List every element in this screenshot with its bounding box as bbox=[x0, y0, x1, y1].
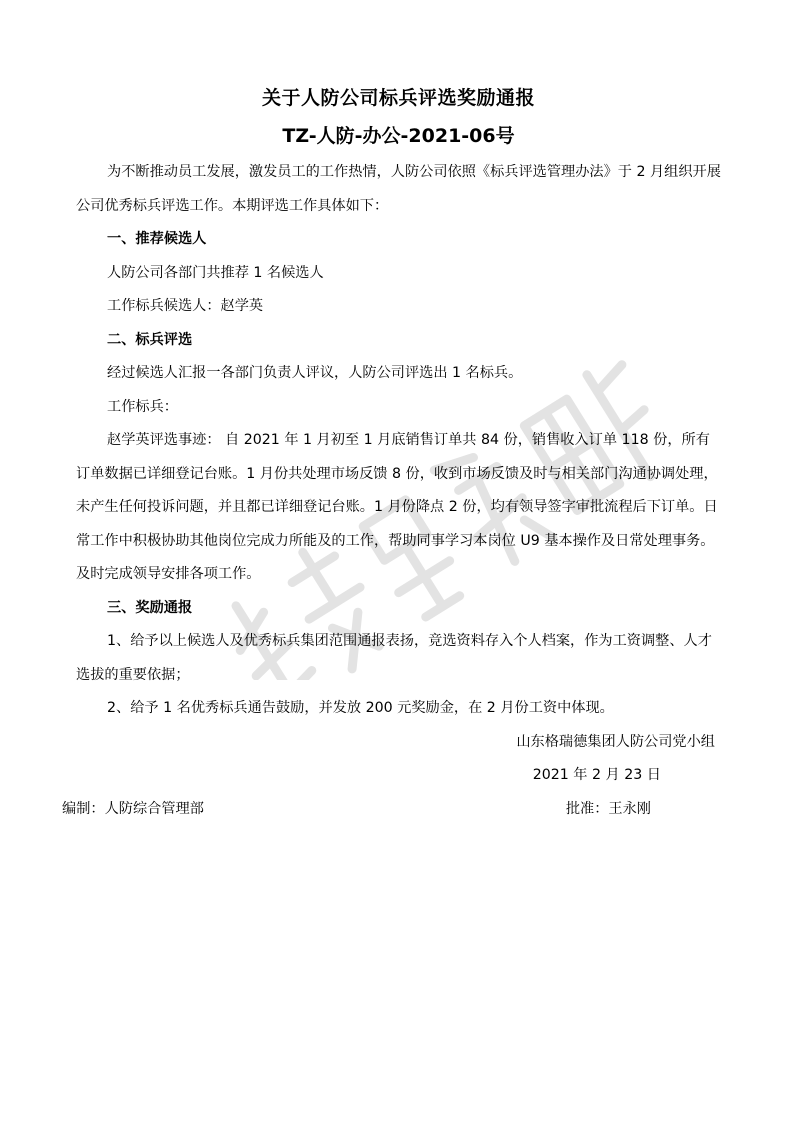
candidates-count-text: 人防公司各部门共推荐 1 名候选人 bbox=[107, 264, 324, 281]
signature-row bbox=[62, 793, 721, 827]
compiled-by-text: 编制：人防综合管理部 bbox=[62, 800, 204, 817]
reward-item-1: 1、给予以上候选人及优秀标兵集团范围通报表扬，竞选资料存入个人档案，作为工资调整、人才选拔的重要依据； bbox=[76, 633, 712, 683]
document-title: 关于人防公司标兵评选奖励通报 bbox=[261, 87, 535, 109]
deeds-paragraph: 赵学英评选事迹： 自 2021 年 1 月初至 1 月底销售订单共 84 份，销售收入订单 118 份，所有订单数据已详细登记台账。1 月份共处理市场反馈 8 份，收到市场反馈及时与相关部门沟通协调处理，未产生任何投诉问题，并且都已详细登记台账。1 月份降点 2 份，均有领导签字审批流程后下订单。日常工作中积极协助其他岗位完成力所能及的工作，帮助同事学习本岗位 U9 基本操作及日常处理事务。及时完成领导安排各项工作。 bbox=[76, 432, 718, 582]
document-body bbox=[62, 84, 721, 826]
model-worker-label: 工作标兵： bbox=[107, 398, 178, 415]
selection-result-text: 经过候选人汇报一各部门负责人评议，人防公司评选出 1 名标兵。 bbox=[107, 365, 523, 381]
intro-paragraph: 为不断推动员工发展，激发员工的工作热情，人防公司依照《标兵评选管理办法》于 2 月组织开展公司优秀标兵评选工作。本期评选工作具体如下： bbox=[76, 164, 721, 214]
section-heading-rewards: 三、奖励通报 bbox=[107, 599, 193, 616]
approved-by-text: 批准：王永刚 bbox=[565, 800, 651, 817]
section-heading-selection: 二、标兵评选 bbox=[107, 331, 193, 348]
section-heading-candidates: 一、推荐候选人 bbox=[107, 231, 207, 247]
reward-item-2: 2、给予 1 名优秀标兵通告鼓励，并发放 200 元奖励金，在 2 月份工资中体现。 bbox=[107, 700, 614, 716]
issue-date: 2021 年 2 月 23 日 bbox=[532, 767, 661, 783]
document-number: TZ-人防-办公-2021-06号 bbox=[282, 125, 515, 147]
candidate-name-text: 工作标兵候选人：赵学英 bbox=[107, 298, 264, 314]
issuer-organization: 山东格瑞德集团人防公司党小组 bbox=[516, 733, 715, 750]
